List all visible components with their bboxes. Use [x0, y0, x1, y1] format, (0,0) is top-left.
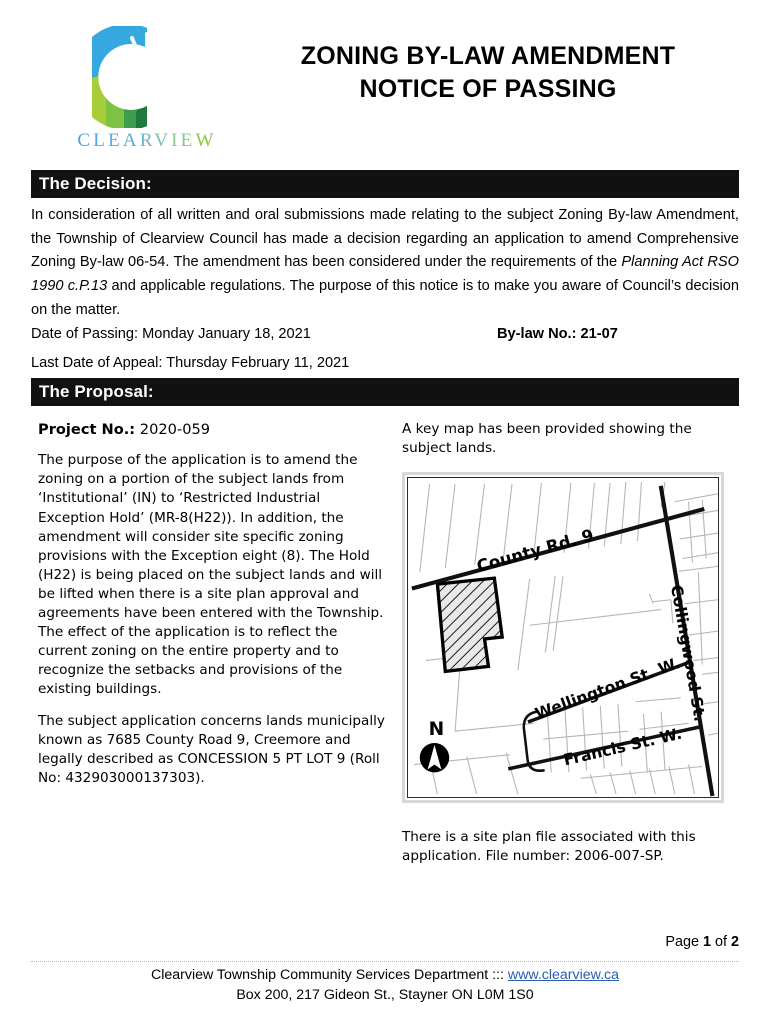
- clearview-wordmark: CLEARVIEW: [77, 130, 217, 151]
- date-of-passing: Date of Passing: Monday January 18, 2021: [31, 326, 311, 342]
- decision-text-part1: In consideration of all written and oral submissions made relating to the subject Zoning By-law Amendment, the Township of Clearview Council has made a decision regarding an application to amend Comprehensive Zoning By-law 06-54. The amendment has been considered under the requirements of the: [31, 207, 739, 271]
- key-map-canvas: [407, 477, 719, 798]
- page-middle: of: [714, 934, 727, 950]
- street-label-wellington-st-w: Wellington St. W.: [532, 652, 683, 724]
- proposal-paragraph-2: The subject application concerns lands municipally known as 7685 County Road 9, Creemore and legally described as CONCESSION 5 PT LOT 9 (Roll No: 432903000137303).: [38, 712, 385, 786]
- decision-text-part2: and applicable regulations. The purpose of this notice is to make you aware of Council’s decision on the matter.: [31, 277, 739, 318]
- page-title-line1: ZONING BY-LAW AMENDMENT: [300, 42, 676, 70]
- north-arrow-label: N: [428, 719, 445, 741]
- planning-act-citation: Planning Act RSO 1990 c.P.13: [31, 254, 740, 294]
- page-current: 1: [702, 934, 711, 950]
- decision-paragraph: [31, 204, 739, 322]
- page-title: [238, 40, 738, 107]
- key-map: [402, 472, 724, 803]
- clearview-logo-icon: [92, 26, 202, 128]
- proposal-left-column: [38, 420, 386, 801]
- clearview-website-link[interactable]: www.clearview.ca: [507, 967, 620, 983]
- section-header-decision: The Decision:: [31, 170, 739, 198]
- last-date-of-appeal: Last Date of Appeal: Thursday February 11, 2021: [31, 355, 350, 371]
- section-header-proposal: The Proposal:: [31, 378, 739, 406]
- footer: [31, 966, 739, 1006]
- street-label-collingwood-st: Collingwood St.: [666, 583, 710, 723]
- key-map-graphic: [408, 478, 718, 797]
- document-header: [0, 0, 770, 168]
- page-title-line2: NOTICE OF PASSING: [359, 75, 617, 104]
- footer-department: Clearview Township Community Services Department :::: [150, 967, 508, 983]
- project-number-label: Project No.:: [38, 421, 136, 438]
- clearview-logo: [62, 26, 232, 150]
- project-number-row: [38, 420, 386, 440]
- page-total: 2: [730, 934, 739, 950]
- footer-line-1: [31, 966, 739, 986]
- street-label-county-rd-9: County Rd. 9: [474, 525, 596, 577]
- page-number: [665, 934, 739, 950]
- page-prefix: Page: [665, 934, 699, 950]
- footer-divider: [31, 961, 739, 962]
- date-of-passing-row: [31, 326, 739, 344]
- footer-address: Box 200, 217 Gideon St., Stayner ON L0M 1S0: [236, 986, 534, 1003]
- site-plan-note: [402, 814, 738, 879]
- key-map-intro: A key map has been provided showing the subject lands.: [402, 421, 692, 457]
- proposal-paragraph-1: The purpose of the application is to amend the zoning on a portion of the subject lands from ‘Institutional’ (IN) to ‘Restricted Industrial Exception Hold’ (MR-8(H22)). In addition, the amendment will consider site specific zoning provisions with the Exception eight (8). The Hold (H22) is being placed on the subject lands and will be lifted when there is a site plan approval and agreements have been entered with the Township. The effect of the application is to reflect the current zoning on the entire property and to recognize the setbacks and provisions of the existing buildings.: [38, 452, 384, 697]
- proposal-right-column: [402, 420, 738, 458]
- street-label-francis-st-w: Francis St. W.: [561, 723, 684, 770]
- site-plan-note-text: There is a site plan file associated with this application. File number: 2006-007-SP.: [402, 828, 696, 864]
- project-number-value: 2020-059: [139, 421, 211, 438]
- bylaw-number: By-law No.: 21-07: [497, 326, 618, 342]
